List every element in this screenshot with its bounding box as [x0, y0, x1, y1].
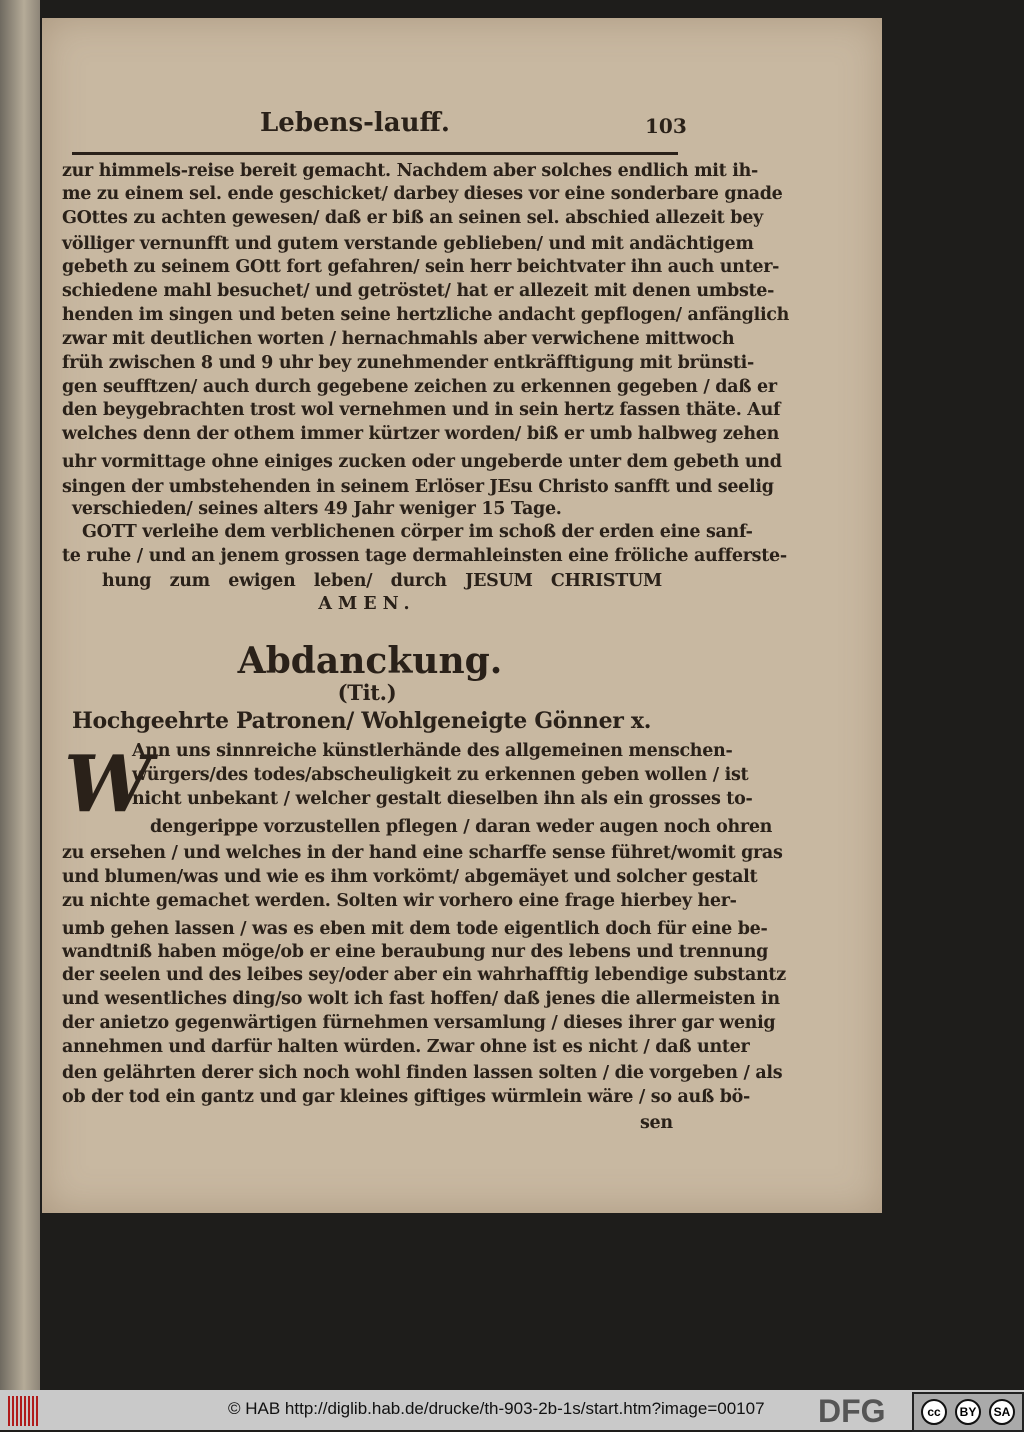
text-line: singen der umbstehenden in seinem Erlöser JEsu Christo sanfft und seelig	[62, 477, 774, 497]
text-line: henden im singen und beten seine hertzliche andacht gepflogen/ anfänglich	[62, 305, 790, 325]
paragraph-line: ob der tod ein gantz und gar kleines giftiges würmlein wäre / so auß bö-	[62, 1087, 751, 1107]
text-line: völliger vernunfft und gutem verstande geblieben/ und mit andächtigem	[62, 234, 754, 254]
text-line: welches denn der othem immer kürtzer worden/ biß er umb halbweg zehen	[62, 424, 780, 444]
hab-logo	[8, 1396, 38, 1426]
paragraph-line: zu nichte gemachet werden. Solten wir vorhero eine frage hierbey her-	[62, 891, 737, 911]
paragraph-line: zu ersehen / und welches in der hand eine scharffe sense führet/womit gras	[62, 843, 783, 863]
text-line: zwar mit deutlichen worten / hernachmahls aber verwichene mittwoch	[62, 329, 735, 349]
text-line: GOTT verleihe dem verblichenen cörper im schoß der erden eine sanf-	[82, 522, 753, 542]
running-title: Lebens-lauff.	[260, 108, 450, 138]
text-line: verschieden/ seines alters 49 Jahr weniger 15 Tage.	[72, 499, 562, 519]
paragraph-line: nicht unbekant / welcher gestalt dieselben ihn als ein grosses to-	[132, 789, 753, 809]
paragraph-line: umb gehen lassen / was es eben mit dem tode eigentlich doch für eine be-	[62, 919, 768, 939]
drop-cap: W	[64, 739, 152, 830]
text-line: uhr vormittage ohne einiges zucken oder ungeberde unter dem gebeth und	[62, 452, 782, 472]
text-line: hung zum ewigen leben/ durch JESUM CHRISTUM	[102, 571, 662, 591]
paragraph-line: und wesentliches ding/so wolt ich fast hoffen/ daß jenes die allermeisten in	[62, 989, 780, 1009]
text-line: zur himmels-reise bereit gemacht. Nachdem aber solches endlich mit ih-	[62, 161, 758, 181]
cc-icon: cc	[921, 1399, 947, 1425]
text-line: gen seufftzen/ auch durch gegebene zeichen zu erkennen gegeben / daß er	[62, 377, 777, 397]
text-line: früh zwischen 8 und 9 uhr bey zunehmender entkräfftigung mit brünsti-	[62, 353, 754, 373]
paragraph-line: dengerippe vorzustellen pflegen / daran weder augen noch ohren	[150, 817, 773, 837]
paragraph-line: annehmen und darfür halten würden. Zwar ohne ist es nicht / daß unter	[62, 1037, 750, 1057]
page-number: 103	[645, 114, 687, 138]
text-line: GOttes zu achten gewesen/ daß er biß an seinen sel. abschied allezeit bey	[62, 208, 763, 228]
header-rule	[72, 152, 678, 155]
text-line: den beygebrachten trost wol vernehmen und in sein hertz fassen thäte. Auf	[62, 400, 781, 420]
text-line: schiedene mahl besuchet/ und getröstet/ hat er allezeit mit denen umbste-	[62, 281, 775, 301]
copyright-link[interactable]: © HAB http://diglib.hab.de/drucke/th-903-2b-1s/start.htm?image=00107	[228, 1399, 765, 1418]
paragraph-line: Ann uns sinnreiche künstlerhände des allgemeinen menschen-	[132, 741, 733, 761]
dfg-logo: DFG	[818, 1393, 886, 1429]
paragraph-line: und blumen/was und wie es ihm vorkömt/ abgemäyet und solcher gestalt	[62, 867, 758, 887]
text-line: te ruhe / und an jenem grossen tage dermahleinsten eine fröliche aufferste-	[62, 546, 787, 566]
adjacent-page-edge	[0, 0, 40, 1390]
by-icon: BY	[955, 1399, 981, 1425]
text-line: AMEN.	[318, 594, 416, 614]
section-subtitle: (Tit.)	[337, 680, 397, 705]
paragraph-line: würgers/des todes/abscheuligkeit zu erkennen geben wollen / ist	[132, 765, 749, 785]
salutation: Hochgeehrte Patronen/ Wohlgeneigte Gönner x.	[72, 708, 652, 734]
text-line: gebeth zu seinem GOtt fort gefahren/ sein herr beichtvater ihn auch unter-	[62, 257, 780, 277]
cc-license-badge[interactable]	[912, 1392, 1024, 1432]
paragraph-line: wandtniß haben möge/ob er eine beraubung nur des lebens und trennung	[62, 942, 769, 962]
section-title: Abdanckung.	[237, 640, 503, 682]
paragraph-line: der anietzo gegenwärtigen fürnehmen versamlung / dieses ihrer gar wenig	[62, 1013, 776, 1033]
paragraph-line: den gelährten derer sich noch wohl finden lassen solten / die vorgeben / als	[62, 1063, 783, 1083]
paragraph-line: der seelen und des leibes sey/oder aber ein wahrhafftig lebendige substantz	[62, 965, 786, 985]
paragraph-line: sen	[640, 1113, 673, 1133]
sa-icon: SA	[989, 1399, 1015, 1425]
text-line: me zu einem sel. ende geschicket/ darbey dieses vor eine sonderbare gnade	[62, 184, 783, 204]
